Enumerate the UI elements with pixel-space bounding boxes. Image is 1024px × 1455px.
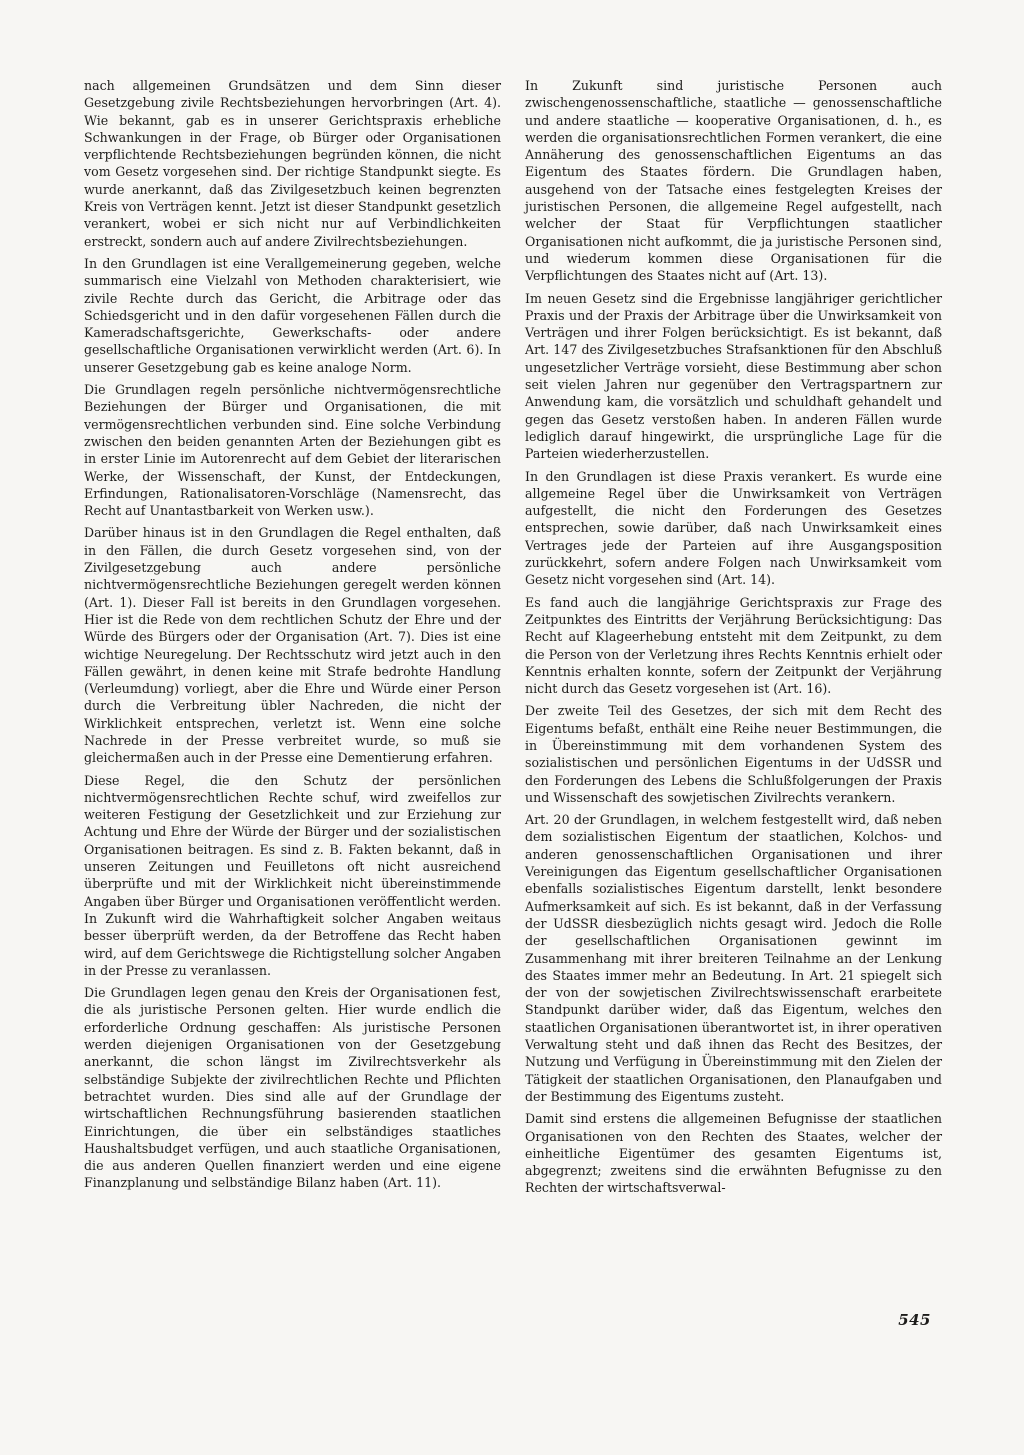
page-number: 545	[898, 1311, 931, 1329]
left-column	[84, 77, 501, 1192]
paragraph: In den Grundlagen ist diese Praxis verankert. Es wurde eine allgemeine Regel über die Unwirksamkeit von Verträgen aufgestellt, die nicht den Forderungen des Gesetzes entsprechen, sowie darüber, daß nach Unwirksamkeit eines Vertrages jede der Parteien auf ihre Ausgangsposition zurückkehrt, sofern andere Folgen nach Unwirksamkeit vom Gesetz nicht vorgesehen sind (Art. 14).	[525, 468, 942, 588]
paragraph: Art. 20 der Grundlagen, in welchem festgestellt wird, daß neben dem sozialistischen Eigentum der staatlichen, Kolchos- und anderen genossenschaftlichen Organisationen und ihrer Vereinigungen das Eigentum gesellschaftlicher Organisationen ebenfalls sozialistisches Eigentum darstellt, lenkt besondere Aufmerksamkeit auf sich. Es ist bekannt, daß in der Verfassung der UdSSR diesbezüglich nichts gesagt wird. Jedoch die Rolle der gesellschaftlichen Organisationen gewinnt im Zusammenhang mit ihrer breiteren Teilnahme an der Lenkung des Staates immer mehr an Bedeutung. In Art. 21 spiegelt sich der von der sowjetischen Zivilrechtswissenschaft erarbeitete Standpunkt darüber wider, daß das Eigentum, welches den staatlichen Organisationen überantwortet ist, in ihrer operativen Verwaltung steht und daß ihnen das Recht des Besitzes, der Nutzung und Verfügung in Übereinstimmung mit den Zielen der Tätigkeit der staatlichen Organisationen, den Planaufgaben und der Bestimmung des Eigentums zusteht.	[525, 812, 942, 1104]
paragraph: Der zweite Teil des Gesetzes, der sich mit dem Recht des Eigentums befaßt, enthält eine Reihe neuer Bestimmungen, die in Übereinstimmung mit dem vorhandenen System des sozialistischen und persönlichen Eigentums in der UdSSR und den Forderungen des Lebens die Schlußfolgerungen der Praxis und Wissenschaft des sowjetischen Zivilrechts verankern.	[525, 703, 942, 805]
right-column	[525, 77, 942, 1197]
paragraph: Im neuen Gesetz sind die Ergebnisse langjähriger gerichtlicher Praxis und der Praxis der Arbitrage über die Unwirksamkeit von Verträgen und ihrer Folgen berücksichtigt. Es ist bekannt, daß Art. 147 des Zivilgesetzbuches Strafsanktionen für den Abschluß ungesetzlicher Verträge vorsieht, diese Bestimmung aber schon seit vielen Jahren nur gegenüber den Vertragspartnern zur Anwendung kam, die vorsätzlich und schuldhaft gehandelt und gegen das Gesetz verstoßen haben. In anderen Fällen wurde lediglich darauf hingewirkt, die ursprüngliche Lage für die Parteien wiederherzustellen.	[525, 290, 942, 462]
paragraph: Darüber hinaus ist in den Grundlagen die Regel enthalten, daß in den Fällen, die durch Gesetz vorgesehen sind, von der Zivilgesetzgebung auch andere persönliche nichtvermögensrechtliche Beziehungen geregelt werden können (Art. 1). Dieser Fall ist bereits in den Grundlagen vorgesehen. Hier ist die Rede von dem rechtlichen Schutz der Ehre und der Würde des Bürgers oder der Organisation (Art. 7). Dies ist eine wichtige Neuregelung. Der Rechtsschutz wird jetzt auch in den Fällen gewährt, in denen keine mit Strafe bedrohte Handlung (Verleumdung) vorliegt, aber die Ehre und Würde einer Person durch die Verbreitung übler Nachreden, die nicht der Wirklichkeit entsprechen, verletzt ist. Wenn eine solche Nachrede in der Presse verbreitet wurde, so muß sie gleichermaßen auch in der Presse eine Dementierung erfahren.	[84, 525, 501, 766]
paragraph: Die Grundlagen legen genau den Kreis der Organisationen fest, die als juristische Personen gelten. Hier wurde endlich die erforderliche Ordnung geschaffen: Als juristische Personen werden diejenigen Organisationen von der Gesetzgebung anerkannt, die schon längst im Zivilrechtsverkehr als selbständige Subjekte der zivilrechtlichen Rechte und Pflichten betrachtet wurden. Dies sind alle auf der Grundlage der wirtschaftlichen Rechnungsführung basierenden staatlichen Einrichtungen, die über ein selbständiges staatliches Haushaltsbudget verfügen, und auch staatliche Organisationen, die aus anderen Quellen finanziert werden und eine eigene Finanzplanung und selbständige Bilanz haben (Art. 11).	[84, 985, 501, 1191]
paragraph: Damit sind erstens die allgemeinen Befugnisse der staatlichen Organisationen von den Rechten des Staates, welcher der einheitliche Eigentümer des gesamten Eigentums ist, abgegrenzt; zweitens sind die erwähnten Befugnisse zu den Rechten der wirtschaftsverwal-	[525, 1111, 942, 1196]
paragraph: Es fand auch die langjährige Gerichtspraxis zur Frage des Zeitpunktes des Eintritts der Verjährung Berücksichtigung: Das Recht auf Klageerhebung entsteht mit dem Zeitpunkt, zu dem die Person von der Verletzung ihres Rechts Kenntnis erhielt oder Kenntnis erhalten konnte, sofern der Zeitpunkt der Verjährung nicht durch das Gesetz vorgesehen ist (Art. 16).	[525, 594, 942, 697]
paragraph: nach allgemeinen Grundsätzen und dem Sinn dieser Gesetzgebung zivile Rechtsbeziehungen hervorbringen (Art. 4). Wie bekannt, gab es in unserer Gerichtspraxis erhebliche Schwankungen in der Frage, ob Bürger oder Organisationen verpflichtende Rechtsbeziehungen begründen können, die nicht vom Gesetz vorgesehen sind. Der richtige Standpunkt siegte. Es wurde anerkannt, daß das Zivilgesetzbuch keinen begrenzten Kreis von Verträgen kennt. Jetzt ist dieser Standpunkt gesetzlich verankert, wobei er sich nicht nur auf Verbindlichkeiten erstreckt, sondern auch auf andere Zivilrechtsbeziehungen.	[84, 78, 501, 249]
paragraph: Diese Regel, die den Schutz der persönlichen nichtvermögensrechtlichen Rechte schuf, wird zweifellos zur weiteren Festigung der Gesetzlichkeit und zur Erziehung zur Achtung und Ehre der Würde der Bürger und der sozialistischen Organisationen beitragen. Es sind z. B. Fakten bekannt, daß in unseren Zeitungen und Feuilletons oft nicht ausreichend überprüfte und mit der Wirklichkeit nicht übereinstimmende Angaben über Bürger und Organisationen veröffentlicht werden. In Zukunft wird die Wahrhaftigkeit solcher Angaben weitaus besser überprüft werden, da der Betroffene das Recht haben wird, auf dem Gerichtswege die Richtigstellung solcher Angaben in der Presse zu veranlassen.	[84, 772, 501, 978]
paragraph: In den Grundlagen ist eine Verallgemeinerung gegeben, welche summarisch eine Vielzahl von Methoden charakterisiert, wie zivile Rechte durch das Gericht, die Arbitrage oder das Schiedsgericht und in den dafür vorgesehenen Fällen durch die Kameradschaftsgerichte, Gewerkschafts- oder andere gesellschaftliche Organisationen verwirklicht werden (Art. 6). In unserer Gesetzgebung gab es keine analoge Norm.	[84, 255, 501, 375]
paragraph: Die Grundlagen regeln persönliche nichtvermögensrechtliche Beziehungen der Bürger und Organisationen, die mit vermögensrechtlichen verbunden sind. Eine solche Verbindung zwischen den beiden genannten Arten der Beziehungen gibt es in erster Linie im Autorenrecht auf dem Gebiet der literarischen Werke, der Wissenschaft, der Kunst, der Entdeckungen, Erfindungen, Rationalisatoren-Vorschläge (Namensrecht, das Recht auf Unantastbarkeit von Werken usw.).	[84, 382, 501, 519]
paragraph: In Zukunft sind juristische Personen auch zwischengenossenschaftliche, staatliche — genossenschaftliche und andere staatliche — kooperative Organisationen, d. h., es werden die organisationsrechtlichen Formen verankert, die eine Annäherung des genossenschaftlichen Eigentums an das Eigentum des Staates fördern. Die Grundlagen haben, ausgehend von der Tatsache eines festgelegten Kreises der juristischen Personen, die allgemeine Regel aufgestellt, nach welcher der Staat für Verpflichtungen staatlicher Organisationen nicht aufkommt, die ja juristische Personen sind, und wiederum kommen diese Organisationen für die Verpflichtungen des Staates nicht auf (Art. 13).	[525, 78, 942, 284]
